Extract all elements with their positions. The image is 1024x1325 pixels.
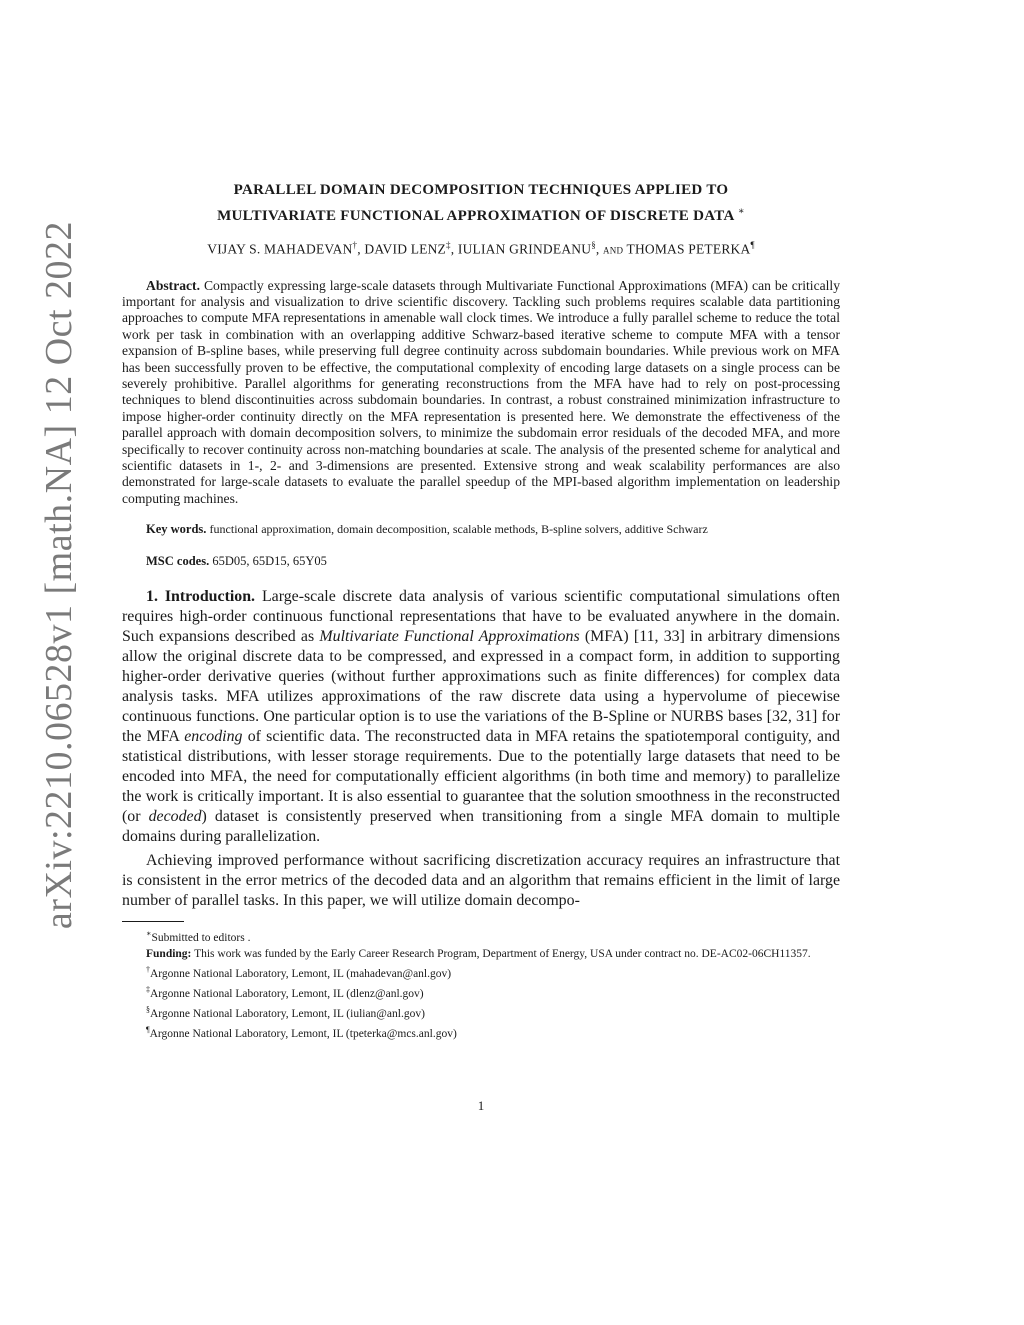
abstract-text: Compactly expressing large-scale datasets through Multivariate Functional Approximations (MFA) can be critically important for analysis and visualization to drive scientific discovery. Tackling such problems requires scalable data partitioning approaches to compute MFA representations in amenable wall clock times. We introduce a fully parallel scheme to reduce the total work per task in combination with an overlapping additive Schwarz-based iterative scheme to compute MFA with a tensor expansion of B-spline bases, while preserving full degree continuity across subdomain boundaries. While previous work on MFA has been successfully proven to be effective, the computational complexity of encoding large datasets on a single process can be severely prohibitive. Parallel algorithms for generating reconstructions from the MFA have had to rely on post-processing techniques to blend discontinuities across subdomain boundaries. In contrast, a robust constrained minimization infrastructure to impose higher-order continuity directly on the MFA representation is presented here. We demonstrate the effectiveness of the parallel approach with domain decomposition solvers, to minimize the subdomain error residuals of the decoded MFA, and more specifically to recover continuity across non-matching boundaries at scale. The analysis of the presented scheme for analytical and scientific datasets in 1-, 2- and 3-dimensions are presented. Extensive strong and weak scalability performances are also demonstrated for large-scale datasets to evaluate the parallel speedup of the MPI-based algorithm implementation on leadership computing machines.: [122, 277, 841, 506]
intro-emphasis: Multivariate Functional Approximations: [319, 628, 580, 646]
title-footnote-marker: ∗: [737, 206, 745, 217]
author-mark: §: [591, 240, 596, 250]
arxiv-sidebar-stamp: [38, 155, 80, 995]
footnote: [122, 1022, 840, 1042]
arxiv-identifier: arXiv:2210.06528v1 [math.NA] 12 Oct 2022: [38, 220, 80, 930]
page-number: 1: [477, 1098, 485, 1113]
footnote-mark: †: [146, 965, 150, 975]
footnote-text: Argonne National Laboratory, Lemont, IL (iulian@anl.gov): [150, 1007, 425, 1020]
intro-text: ) dataset is consistently preserved when transitioning from a single MFA domain to multiple domains during parallelization.: [122, 808, 840, 846]
intro-text: (MFA) [11, 33] in arbitrary dimensions allow the original discrete data to be compressed, and expressed in a compact form, in addition to supporting higher-order derivative queries (without further approximations such as finite differences) for complex data analysis tasks. MFA utilizes approximations of the raw discrete data using a hypervolume of piecewise continuous functions. One particular option is to use the variations of the B-Spline or NURBS bases [32, 31] for the MFA: [122, 628, 840, 746]
keywords-label: Key words.: [146, 522, 207, 537]
footnote: [122, 926, 840, 946]
footnote-text: Argonne National Laboratory, Lemont, IL (tpeterka@mcs.anl.gov): [149, 1027, 457, 1040]
msc-codes: [122, 554, 840, 569]
title-line-1: PARALLEL DOMAIN DECOMPOSITION TECHNIQUES APPLIED TO: [233, 182, 729, 198]
footnote-funding: [122, 946, 840, 962]
author-list: VIJAY S. MAHADEVAN†, DAVID LENZ‡, IULIAN GRINDEANU§, and THOMAS PETERKA¶: [207, 240, 755, 257]
abstract: [122, 278, 840, 508]
funding-text: This work was funded by the Early Career Research Program, Department of Energy, USA under contract no. DE-AC02-06CH11357.: [194, 948, 811, 961]
introduction-section: [122, 587, 840, 911]
author-name: DAVID LENZ: [364, 241, 447, 257]
footnote-mark: ¶: [146, 1024, 150, 1034]
author-mark: ‡: [446, 240, 451, 250]
paper-title: [122, 180, 840, 227]
author-name: IULIAN GRINDEANU: [457, 241, 592, 257]
footnote-mark: ‡: [146, 984, 150, 994]
intro-text: of scientific data. The reconstructed data in MFA retains the spatiotemporal contiguity, and statistical distributions, with lesser storage requirements. Due to the potentially large datasets that need to be encoded into MFA, the need for computationally efficient algorithms (in both time and memory) to parallelize the work is critically important. It is also essential to guarantee that the solution smoothness in the reconstructed (or: [122, 728, 840, 826]
msc-label: MSC codes.: [146, 554, 210, 569]
author-name: VIJAY S. MAHADEVAN: [207, 241, 353, 257]
author-mark: ¶: [750, 240, 755, 250]
section-heading: 1. Introduction.: [146, 588, 256, 606]
intro-emphasis: decoded: [148, 808, 202, 826]
title-line-2: MULTIVARIATE FUNCTIONAL APPROXIMATION OF DISCRETE DATA: [217, 208, 734, 224]
intro-emphasis: encoding: [184, 728, 243, 746]
author-conjunction: and: [603, 241, 624, 257]
footnote: [122, 982, 840, 1002]
footnote-text: Argonne National Laboratory, Lemont, IL (dlenz@anl.gov): [150, 987, 424, 1000]
funding-label: Funding:: [146, 948, 192, 961]
footnote-mark: ∗: [146, 929, 152, 939]
keywords-text: functional approximation, domain decomposition, scalable methods, B-spline solvers, additive Schwarz: [209, 522, 708, 537]
footnotes: [122, 921, 840, 1041]
intro-text: Large-scale discrete data analysis of various scientific computational simulations often requires high-order continuous functional representations that have to be evaluated anywhere in the domain. Such expansions described as: [122, 588, 840, 646]
paper-page: [122, 180, 840, 1041]
author-name: THOMAS PETERKA: [626, 241, 751, 257]
keywords: [122, 521, 840, 538]
footnote-rule: [122, 921, 184, 922]
intro-paragraph-1: [122, 587, 840, 847]
footnote: [122, 1002, 840, 1022]
intro-paragraph-2: Achieving improved performance without sacrificing discretization accuracy requires an infrastructure that is consistent in the error metrics of the decoded data and an algorithm that remains efficient in the limit of large number of parallel tasks. In this paper, we will utilize domain decompo-: [122, 852, 840, 910]
footnote-text: Argonne National Laboratory, Lemont, IL (mahadevan@anl.gov): [150, 967, 452, 980]
footnote-text: Submitted to editors .: [151, 932, 251, 945]
author-mark: †: [352, 240, 358, 250]
footnote: [122, 962, 840, 982]
abstract-label: Abstract.: [146, 277, 200, 293]
msc-text: 65D05, 65D15, 65Y05: [212, 554, 327, 569]
footnote-mark: §: [146, 1004, 150, 1014]
